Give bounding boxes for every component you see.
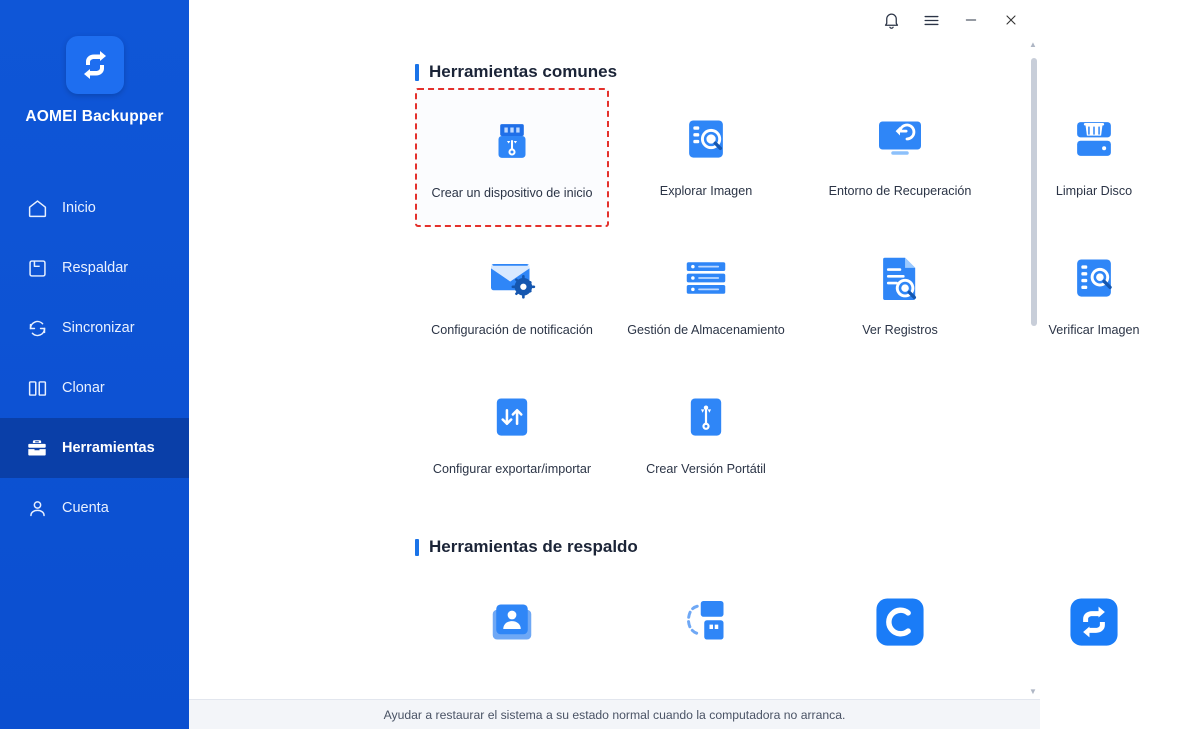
tool-label: Explorar Imagen bbox=[659, 184, 753, 198]
export-import-icon bbox=[483, 388, 541, 446]
scroll-down-arrow[interactable]: ▼ bbox=[1029, 687, 1037, 696]
clone-panels-icon bbox=[26, 377, 48, 399]
disk-wipe-trash-icon bbox=[1065, 110, 1123, 168]
tool-entorno-recuperacion[interactable] bbox=[803, 88, 997, 227]
tool-pxe-boot[interactable] bbox=[609, 571, 803, 710]
backup-copy-icon bbox=[26, 257, 48, 279]
usb-drive-icon bbox=[483, 112, 541, 170]
tool-crear-dispositivo-inicio[interactable] bbox=[415, 88, 609, 227]
tool-label: Limpiar Disco bbox=[1055, 184, 1133, 198]
section-accent-bar bbox=[415, 539, 419, 556]
minimize-icon[interactable] bbox=[952, 3, 990, 37]
sidebar-item-label: Herramientas bbox=[62, 439, 155, 456]
aomei-cbackupper-icon bbox=[871, 593, 929, 651]
tool-verificar-imagen[interactable] bbox=[997, 227, 1191, 366]
hamburger-menu-icon[interactable] bbox=[912, 3, 950, 37]
portable-usb-icon bbox=[677, 388, 735, 446]
title-bar bbox=[189, 0, 1040, 40]
section-title-label: Herramientas de respaldo bbox=[429, 537, 638, 556]
sidebar-item-label: Cuenta bbox=[62, 499, 109, 516]
verify-image-search-icon bbox=[1065, 249, 1123, 307]
tool-limpiar-disco[interactable] bbox=[997, 88, 1191, 227]
merge-images-icon bbox=[483, 593, 541, 651]
sidebar-item-cuenta[interactable] bbox=[0, 478, 189, 538]
sidebar-item-sincronizar[interactable] bbox=[0, 298, 189, 358]
tool-configurar-exportar-importar[interactable] bbox=[415, 366, 609, 505]
tool-aomei-cbackupper[interactable] bbox=[803, 571, 997, 710]
aomei-refresh-logo bbox=[66, 36, 124, 94]
tool-label: Crear un dispositivo de inicio bbox=[431, 186, 593, 200]
tool-label: Verificar Imagen bbox=[1048, 323, 1140, 337]
backup-tools-grid bbox=[415, 571, 1040, 710]
main-area bbox=[189, 0, 1140, 729]
tools-content bbox=[189, 40, 1140, 699]
account-person-icon bbox=[26, 497, 48, 519]
sidebar-item-label: Respaldar bbox=[62, 259, 129, 276]
aomei-backupper-sync-icon bbox=[1065, 593, 1123, 651]
status-bar bbox=[189, 699, 1040, 729]
sync-refresh-icon bbox=[26, 317, 48, 339]
tool-merge-images[interactable] bbox=[415, 571, 609, 710]
section-accent-bar bbox=[415, 64, 419, 81]
pxe-boot-tool-icon bbox=[677, 593, 735, 651]
sidebar-item-respaldar[interactable] bbox=[0, 238, 189, 298]
toolbox-icon bbox=[26, 437, 48, 459]
tool-label: Configurar exportar/importar bbox=[432, 462, 592, 476]
status-bar-text: Ayudar a restaurar el sistema a su estado normal cuando la computadora no arranca. bbox=[383, 707, 846, 722]
section-title-label: Herramientas comunes bbox=[429, 62, 618, 81]
tool-label: Entorno de Recuperación bbox=[828, 184, 972, 198]
sidebar bbox=[0, 0, 189, 729]
scroll-up-arrow[interactable]: ▲ bbox=[1029, 40, 1037, 49]
sidebar-item-inicio[interactable] bbox=[0, 178, 189, 238]
brand-name: AOMEI Backupper bbox=[25, 108, 164, 125]
tool-label: Ver Registros bbox=[862, 323, 938, 337]
sidebar-item-label: Sincronizar bbox=[62, 319, 135, 336]
scrollbar-thumb[interactable] bbox=[1031, 58, 1037, 326]
explore-image-icon bbox=[677, 110, 735, 168]
tool-label: Configuración de notificación bbox=[431, 323, 593, 337]
tool-ver-registros[interactable] bbox=[803, 227, 997, 366]
sidebar-item-clonar[interactable] bbox=[0, 358, 189, 418]
content-scrollbar[interactable] bbox=[1030, 40, 1038, 697]
tool-label: Crear Versión Portátil bbox=[646, 462, 766, 476]
tool-configuracion-notificacion[interactable] bbox=[415, 227, 609, 366]
storage-stack-icon bbox=[677, 249, 735, 307]
common-tools-grid bbox=[415, 88, 1140, 505]
home-icon bbox=[26, 197, 48, 219]
logs-document-icon bbox=[871, 249, 929, 307]
bell-icon[interactable] bbox=[872, 3, 910, 37]
tool-crear-version-portatil[interactable] bbox=[609, 366, 803, 505]
brand bbox=[0, 0, 189, 126]
tool-aomei-backupper[interactable] bbox=[997, 571, 1191, 710]
section-title-backup-tools bbox=[415, 537, 1040, 557]
sidebar-nav bbox=[0, 178, 189, 538]
recovery-environment-icon bbox=[871, 110, 929, 168]
sidebar-item-label: Inicio bbox=[62, 199, 96, 216]
section-title-common-tools bbox=[415, 62, 1040, 82]
mail-settings-icon bbox=[483, 249, 541, 307]
tool-explorar-imagen[interactable] bbox=[609, 88, 803, 227]
tool-gestion-almacenamiento[interactable] bbox=[609, 227, 803, 366]
tool-label: Gestión de Almacenamiento bbox=[627, 323, 785, 337]
sidebar-item-label: Clonar bbox=[62, 379, 105, 396]
sidebar-item-herramientas[interactable] bbox=[0, 418, 189, 478]
close-icon[interactable] bbox=[992, 3, 1030, 37]
